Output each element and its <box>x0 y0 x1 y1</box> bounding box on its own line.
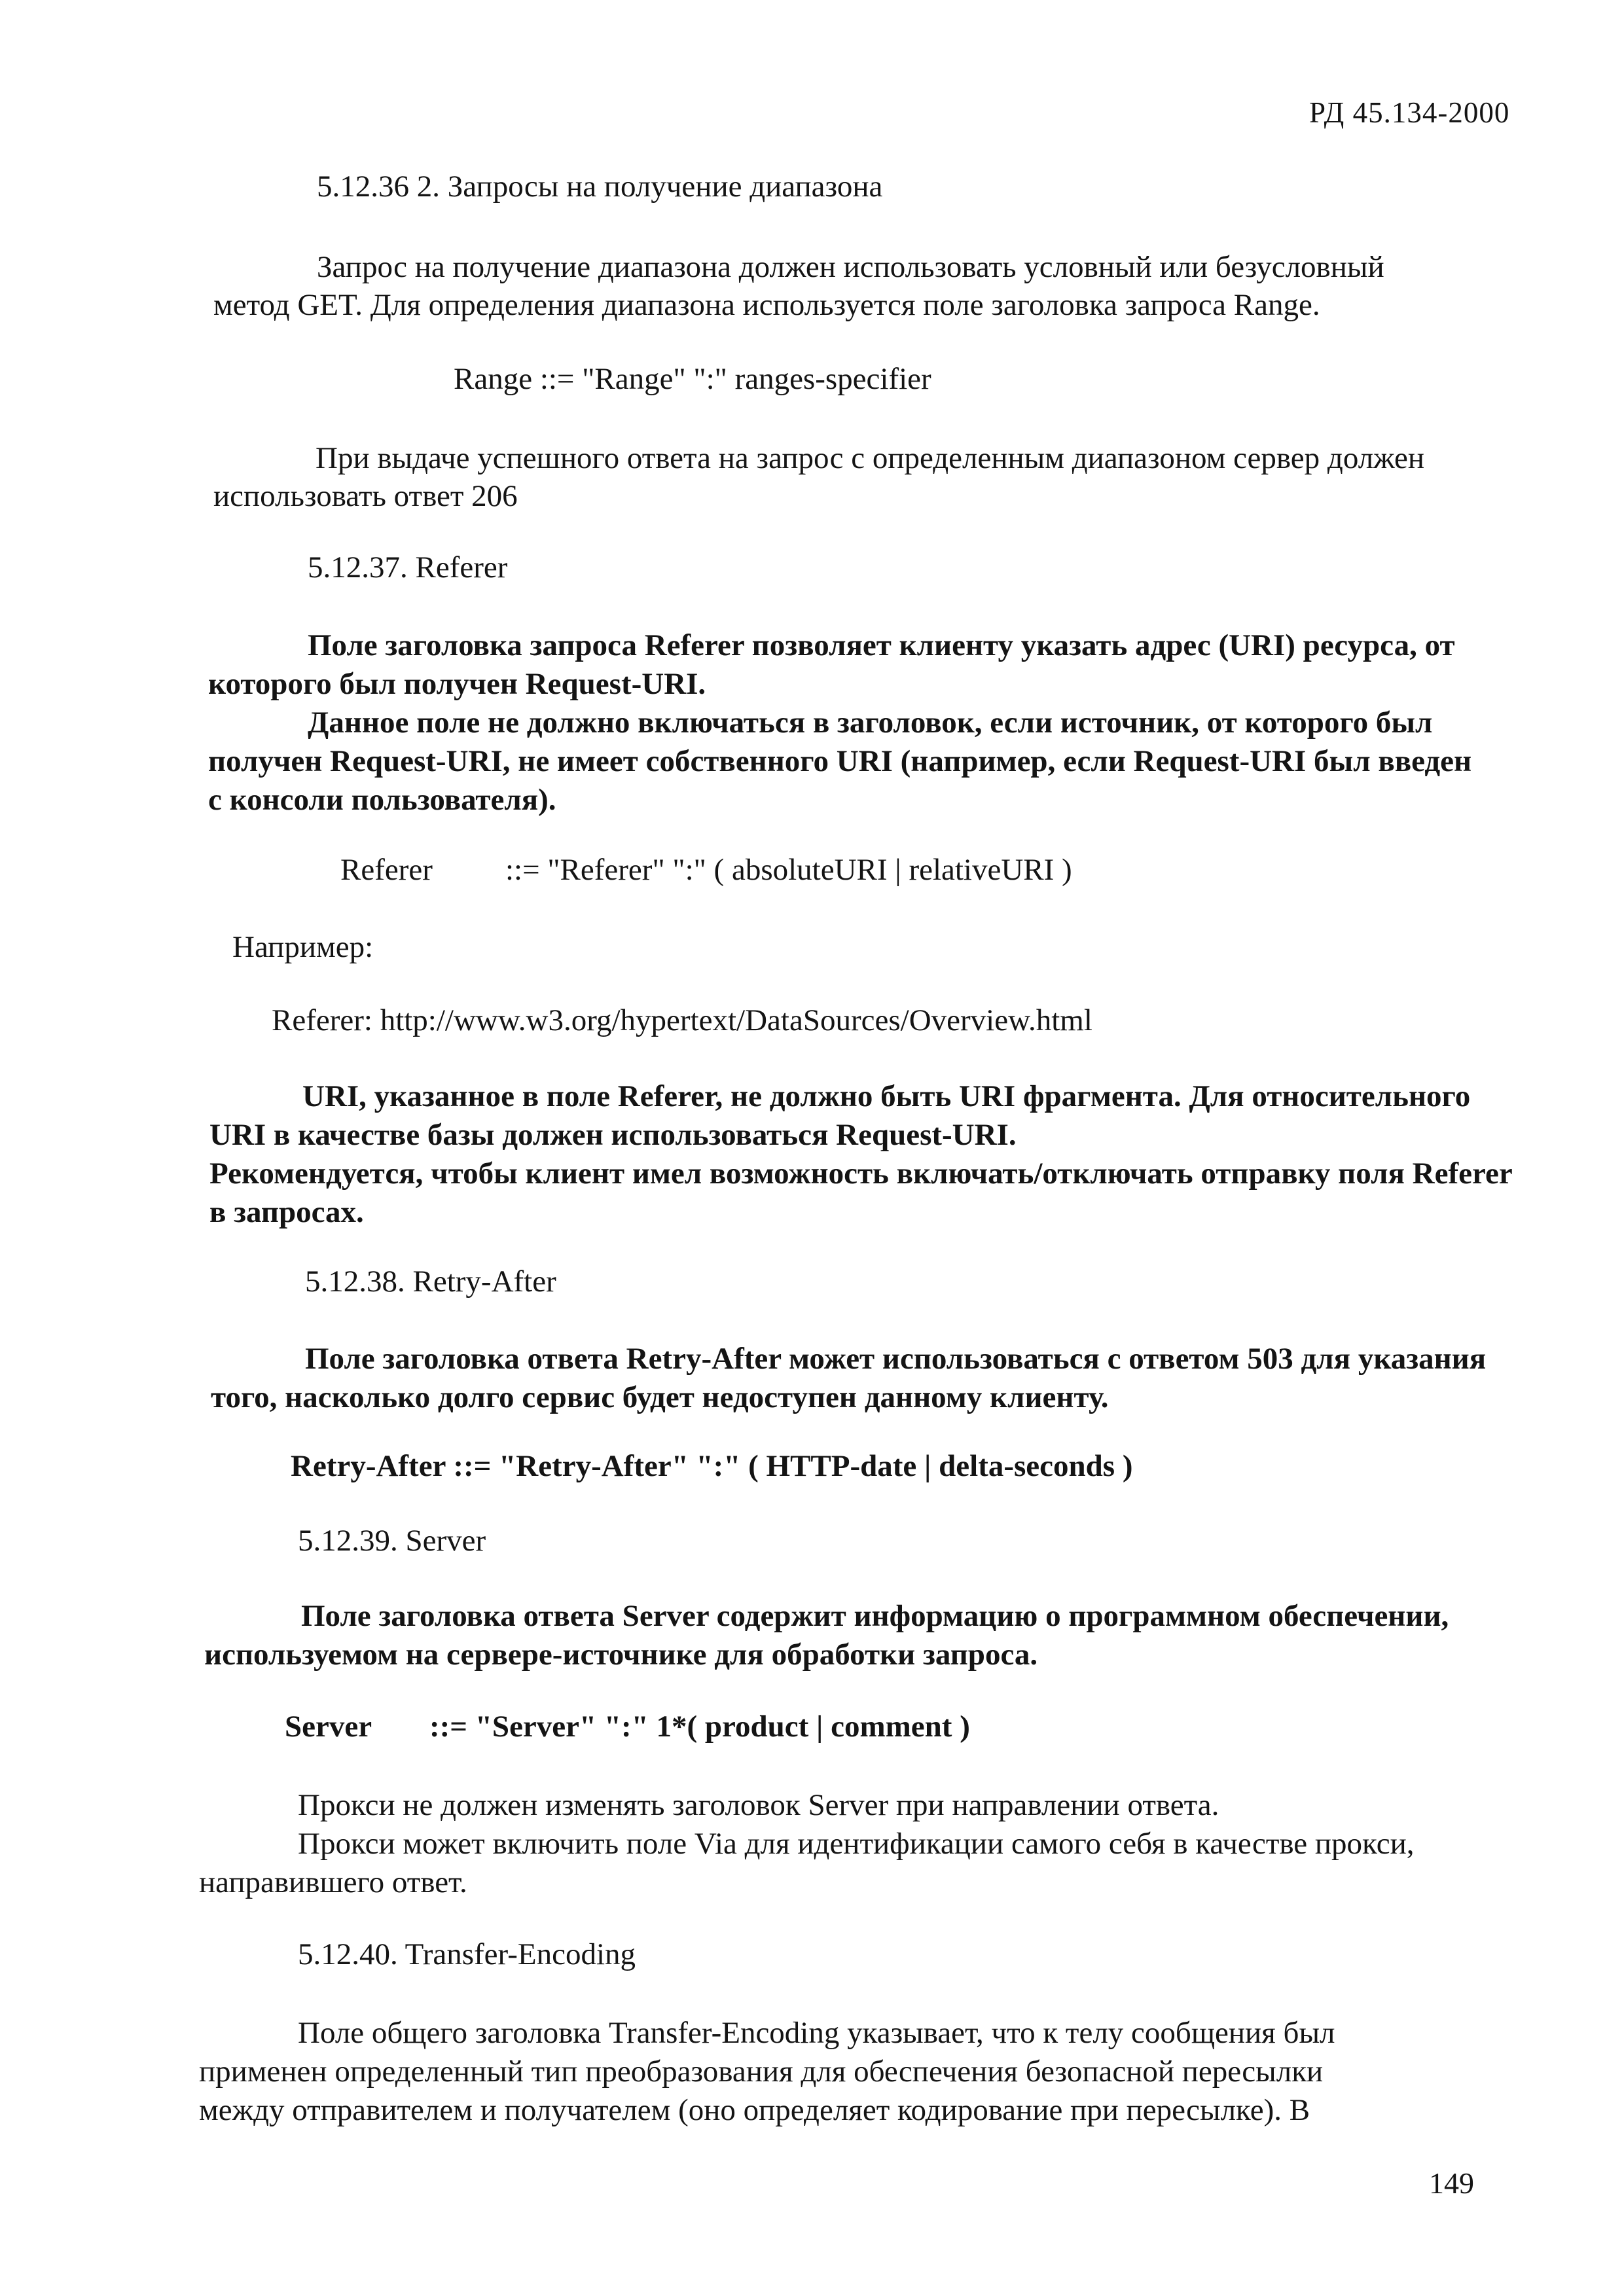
section-heading-39: 5.12.39. Server <box>298 1524 486 1558</box>
paragraph-line: в запросах. <box>209 1195 364 1229</box>
range-formula: Range ::= "Range" ":" ranges-specifier <box>454 362 931 396</box>
paragraph-line: Поле заголовка ответа Retry-After может использоваться с ответом 503 для указания <box>305 1342 1487 1376</box>
retry-after-formula: Retry-After ::= "Retry-After" ":" ( HTTP-date | delta-seconds ) <box>291 1449 1133 1483</box>
paragraph-line: метод GET. Для определения диапазона используется поле заголовка запроса Range. <box>213 288 1320 322</box>
paragraph-line: которого был получен Request-URI. <box>208 667 706 701</box>
referer-example: Referer: http://www.w3.org/hypertext/DataSources/Overview.html <box>272 1003 1092 1037</box>
paragraph-line: Запрос на получение диапазона должен использовать условный или безусловный <box>317 250 1384 284</box>
paragraph-line: Поле общего заголовка Transfer-Encoding указывает, что к телу сообщения был <box>298 2016 1335 2050</box>
paragraph-line: применен определенный тип преобразования для обеспечения безопасной пересылки <box>199 2054 1324 2089</box>
paragraph-line: Рекомендуется, чтобы клиент имел возможность включать/отключать отправку поля Referer <box>209 1157 1513 1191</box>
page-number: 149 <box>1429 2166 1474 2200</box>
paragraph-line: Прокси не должен изменять заголовок Server при направлении ответа. <box>298 1788 1219 1822</box>
paragraph-line: используемом на сервере-источнике для обработки запроса. <box>204 1638 1038 1672</box>
section-heading-36-2: 5.12.36 2. Запросы на получение диапазона <box>317 170 883 204</box>
example-label: Например: <box>232 930 374 964</box>
paragraph-line: URI, указанное в поле Referer, не должно быть URI фрагмента. Для относительного <box>302 1079 1471 1113</box>
section-heading-40: 5.12.40. Transfer-Encoding <box>298 1937 636 1971</box>
section-heading-38: 5.12.38. Retry-After <box>305 1265 556 1299</box>
referer-formula-name: Referer <box>340 853 433 887</box>
server-formula-definition: ::= "Server" ":" 1*( product | comment ) <box>429 1710 970 1744</box>
running-header: РД 45.134-2000 <box>1309 96 1510 129</box>
paragraph-line: того, насколько долго сервис будет недоступен данному клиенту. <box>211 1380 1109 1414</box>
paragraph-line: с консоли пользователя). <box>208 783 556 817</box>
paragraph-line: Поле заголовка запроса Referer позволяет клиенту указать адрес (URI) ресурса, от <box>308 628 1455 662</box>
paragraph-line: получен Request-URI, не имеет собственного URI (например, если Request-URI был введен <box>208 744 1472 778</box>
paragraph-line: Прокси может включить поле Via для идентификации самого себя в качестве прокси, <box>298 1827 1415 1861</box>
server-formula-name: Server <box>285 1710 372 1744</box>
paragraph-line: URI в качестве базы должен использоваться Request-URI. <box>209 1118 1017 1152</box>
paragraph-line: направившего ответ. <box>199 1865 467 1899</box>
paragraph-line: использовать ответ 206 <box>213 479 518 513</box>
paragraph-line: между отправителем и получателем (оно определяет кодирование при пересылке). В <box>199 2093 1310 2127</box>
section-heading-37: 5.12.37. Referer <box>308 550 508 584</box>
paragraph-line: Данное поле не должно включаться в заголовок, если источник, от которого был <box>308 706 1433 740</box>
paragraph-line: При выдаче успешного ответа на запрос с определенным диапазоном сервер должен <box>316 441 1425 475</box>
referer-formula-definition: ::= "Referer" ":" ( absoluteURI | relativeURI ) <box>505 853 1072 887</box>
paragraph-line: Поле заголовка ответа Server содержит информацию о программном обеспечении, <box>301 1599 1449 1633</box>
